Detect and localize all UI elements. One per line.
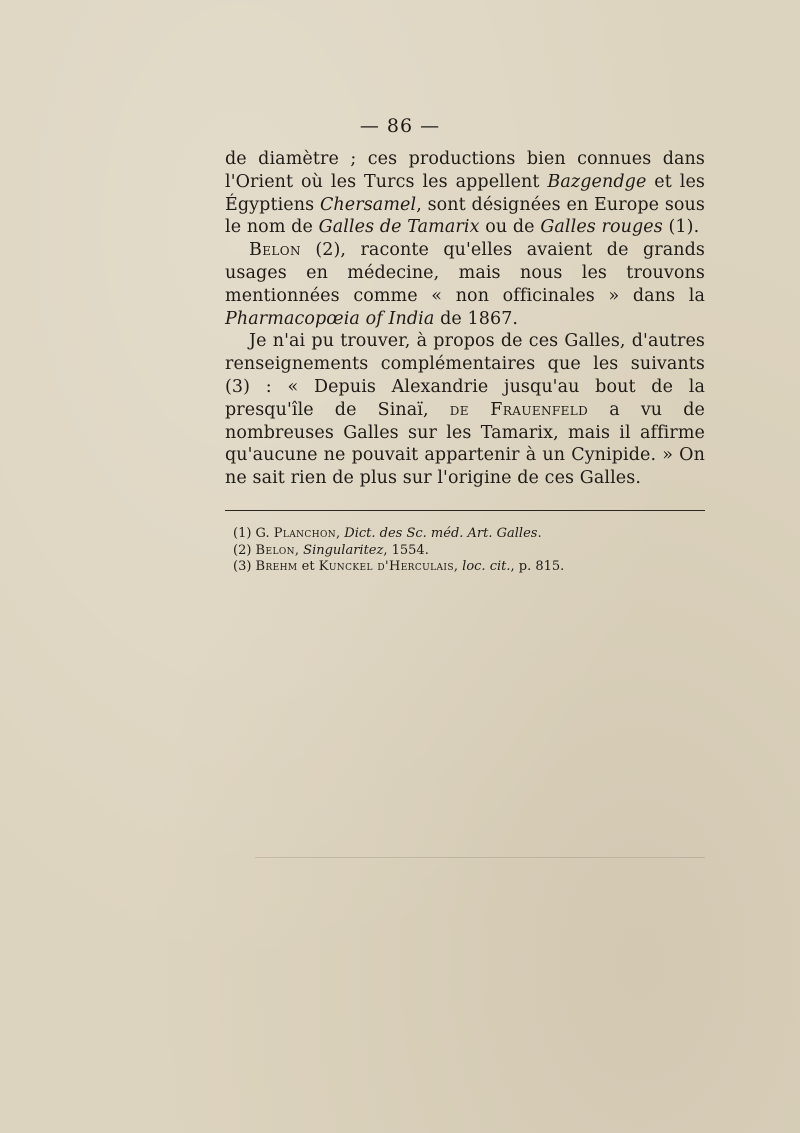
small-caps-name: de Frauenfeld — [449, 399, 589, 420]
italic-text: Bazgendge — [547, 171, 647, 192]
footnote-rule — [225, 510, 705, 511]
text-run: Je n'ai pu trouver, à propos de ces Galles, d'autres renseignements complémentaires que les suivants (3) : « Depuis Alexandrie jusqu'au bout de la presqu'île de Sinaï, — [225, 331, 705, 420]
italic-text: Galles rouges — [540, 217, 663, 238]
small-caps-name: Kunckel d'Herculais — [318, 559, 454, 574]
text-run: (2) — [233, 542, 256, 558]
text-run: et les Égyptiens — [225, 171, 705, 215]
text-run: , — [294, 542, 304, 558]
italic-text: Singularitez — [303, 542, 384, 558]
main-text — [225, 148, 705, 490]
italic-text: Dict. des Sc. méd. Art. Galles — [344, 526, 538, 541]
text-run: , p. 815. — [510, 559, 565, 574]
footnote-3 — [233, 559, 703, 576]
text-run: a vu de nombreuses Galles sur les Tamarix, mais il affirme qu'aucune ne pouvait appartenir à un Cynipide. » On ne sait rien de plus sur l'origine de ces Galles. — [225, 399, 705, 489]
italic-text: Chersamel — [319, 194, 417, 215]
footnotes — [233, 526, 703, 576]
paragraph-1 — [225, 148, 705, 239]
footnote-1 — [233, 526, 703, 543]
text-run: , — [453, 559, 463, 574]
text-run: , — [336, 526, 345, 541]
text-run: , 1554. — [383, 542, 429, 558]
text-run: (1) G. — [233, 526, 274, 541]
text-run: (3) — [233, 559, 256, 574]
small-caps-name: Brehm — [255, 559, 298, 574]
italic-text: loc. cit. — [462, 559, 511, 574]
text-run: (2), raconte qu'elles avaient de grands usages en médecine, mais nous les trouvons mentionnées comme « non officinales » dans la — [225, 240, 705, 306]
text-run: et — [297, 559, 319, 574]
show-through-rule — [255, 857, 705, 858]
text-run: . — [537, 526, 542, 541]
page-number: — 86 — — [359, 115, 441, 137]
paragraph-3 — [225, 330, 705, 490]
text-run: de diamètre ; ces productions bien connues dans l'Orient où les Turcs les appellent — [225, 149, 705, 192]
text-run: (1). — [662, 217, 700, 238]
text-run: , sont désignées en Europe sous le nom de — [225, 194, 705, 238]
small-caps-name: Belon — [249, 240, 301, 261]
small-caps-name: Planchon — [273, 526, 337, 541]
italic-text: Pharmacopœia of India — [225, 308, 435, 329]
italic-text: Galles de Tamarix — [318, 217, 480, 238]
footnote-2 — [233, 543, 703, 560]
small-caps-name: Belon — [255, 542, 295, 558]
text-run: ou de — [479, 217, 541, 238]
text-run: de 1867. — [434, 308, 519, 329]
paragraph-2 — [225, 239, 705, 330]
